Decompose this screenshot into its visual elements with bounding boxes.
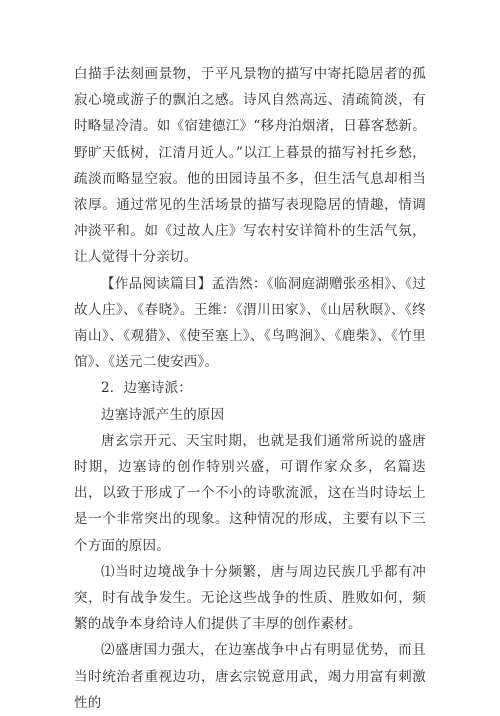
subheading-origin-reasons: 边塞诗派产生的原因 <box>101 406 225 423</box>
paragraph-frontier-overview: 唐玄宗开元、天宝时期，也就是我们通常所说的盛唐时期，边塞诗的创作特别兴盛，可谓作家众多，名篇迭出，以致于形成了一个不小的诗歌流派，这在当时诗坛上是一个非常突出的现象。这种情况的形成，主要有以下三个方面的原因。 <box>74 432 426 554</box>
paragraph-meng-haoran-style: 白描手法刻画景物，于平凡景物的描写中寄托隐居者的孤寂心境或游子的飘泊之感。诗风自然高远、清疏简淡，有时略显冷清。如《宿建德江》“移舟泊烟渚，日暮客愁新。野旷天低树，江清月近人。”以江上暮景的描写衬托乡愁，疏淡而略显空寂。他的田园诗虽不多，但生活气息却相当浓厚。通过常见的生活场景的描写表现隐居的情趣，情调冲淡平和。如《过故人庄》写农村安详简朴的生活气氛，让人觉得十分亲切。 <box>74 66 426 266</box>
paragraph-reason-one: ⑴当时边境战争十分频繁，唐与周边民族几乎都有冲突，时有战争发生。无论这些战争的性质、胜败如何，频繁的战争本身给诗人们提供了丰厚的创作素材。 <box>74 563 426 633</box>
paragraph-reading-list: 【作品阅读篇目】孟浩然：《临洞庭湖赠张丞相》、《过故人庄》、《春晓》。王维：《渭川田家》、《山居秋暝》、《终南山》、《观猎》、《使至塞上》、《鸟鸣涧》、《鹿柴》、《竹里馆》、《送元二使安西》。 <box>74 275 426 371</box>
paragraph-reason-two: ⑵盛唐国力强大，在边塞战争中占有明显优势，而且当时统治者重视边功，唐玄宗锐意用武，竭力用富有刺激性的 <box>74 642 426 711</box>
document-page <box>74 61 426 716</box>
section-heading-frontier-poetry: 2．边塞诗派： <box>101 380 192 397</box>
